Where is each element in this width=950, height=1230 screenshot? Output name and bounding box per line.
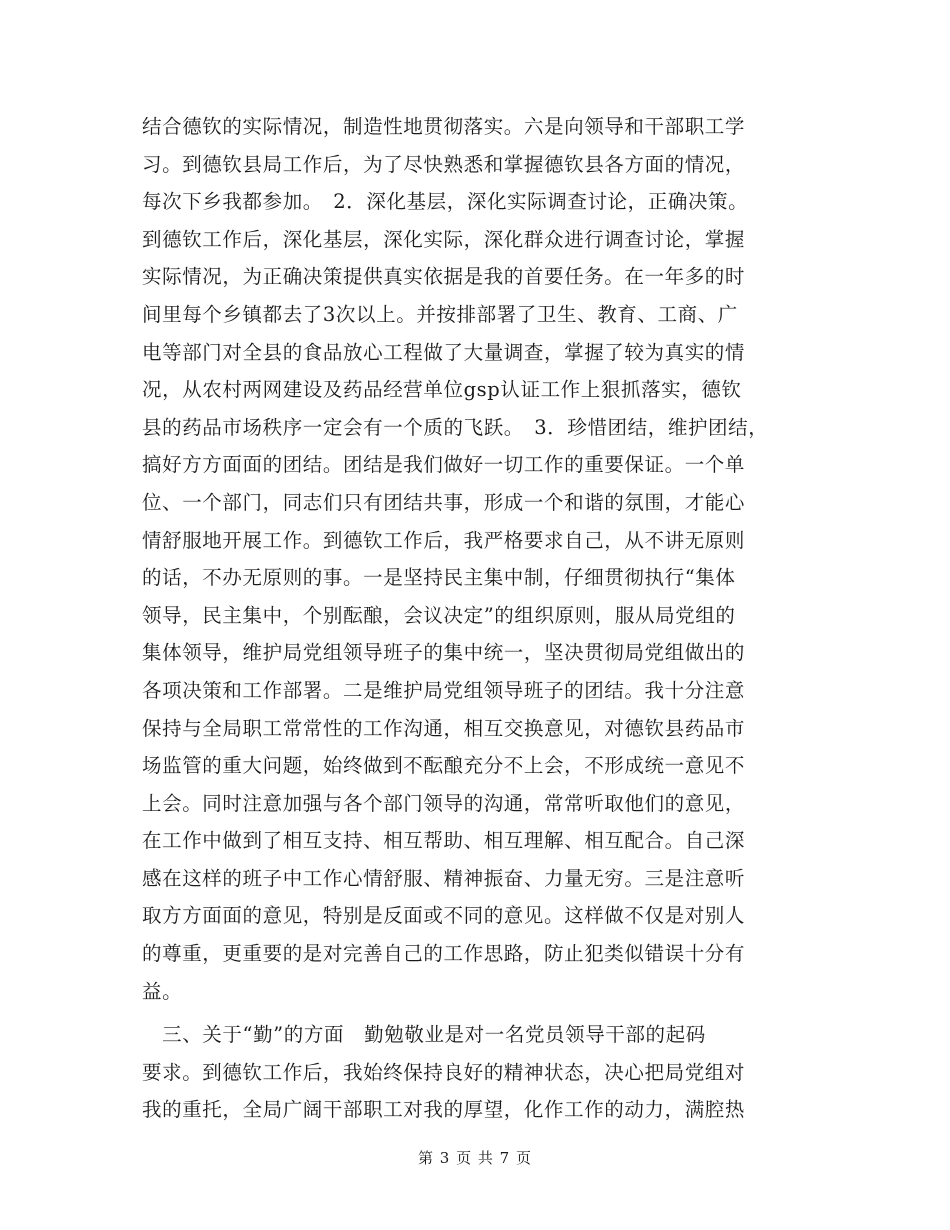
text-line: 县的药品市场秩序一定会有一个质的飞跃。 3．珍惜团结，维护团结， [142,415,769,439]
text-line: 取方方面面的意见，特别是反面或不同的意见。这样做不仅是对别人 [142,904,746,928]
text-line: 益。 [142,979,183,1003]
text-line: 要求。到德钦工作后，我始终保持良好的精神状态，决心把局党组对 [142,1060,746,1084]
text-line: 实际情况，为正确决策提供真实依据是我的首要任务。在一年多的时 [142,265,746,289]
text-line: 电等部门对全县的食品放心工程做了大量调查，掌握了较为真实的情 [142,340,746,364]
text-line: 领导，民主集中，个别酝酿，会议决定”的组织原则，服从局党组的 [142,603,736,627]
text-line: 搞好方方面面的团结。团结是我们做好一切工作的重要保证。一个单 [142,453,746,477]
text-line: 的话，不办无原则的事。一是坚持民主集中制，仔细贯彻执行“集体 [142,566,736,590]
text-line: 场监管的重大问题，始终做到不酝酿充分不上会，不形成统一意见不 [142,754,746,778]
text-line: 习。到德钦县局工作后，为了尽快熟悉和掌握德钦县各方面的情况， [142,152,746,176]
text-line: 感在这样的班子中工作心情舒服、精神振奋、力量无穷。三是注意听 [142,866,746,890]
text-line: 各项决策和工作部署。二是维护局党组领导班子的团结。我十分注意 [142,678,746,702]
text-line: 间里每个乡镇都去了3次以上。并按排部署了卫生、教育、工商、广 [142,302,738,326]
text-line: 结合德钦的实际情况，制造性地贯彻落实。六是向领导和干部职工学 [142,115,746,138]
text-line: 的尊重，更重要的是对完善自己的工作思路，防止犯类似错误十分有 [142,942,746,966]
text-line: 到德钦工作后，深化基层，深化实际，深化群众进行调查讨论，掌握 [142,227,746,251]
text-line: 况，从农村两网建设及药品经营单位gsp认证工作上狠抓落实，德钦 [142,378,742,402]
body-text [142,108,832,1129]
text-line: 我的重托，全局广阔干部职工对我的厚望，化作工作的动力，满腔热 [142,1098,746,1122]
text-line: 位、一个部门，同志们只有团结共事，形成一个和谐的氛围，才能心 [142,490,746,514]
page-number-footer: 第 3 页 共 7 页 [418,1149,532,1167]
text-line: 在工作中做到了相互支持、相互帮助、相互理解、相互配合。自己深 [142,829,746,853]
text-line: 集体领导，维护局党组领导班子的集中统一，坚决贯彻局党组做出的 [142,641,746,665]
text-line: 情舒服地开展工作。到德钦工作后，我严格要求自己，从不讲无原则 [142,528,746,552]
text-line: 三、关于“勤”的方面 勤勉敬业是对一名党员领导干部的起码 [142,1023,706,1047]
text-line: 保持与全局职工常常性的工作沟通，相互交换意见，对德钦县药品市 [142,716,746,740]
text-line: 上会。同时注意加强与各个部门领导的沟通，常常听取他们的意见， [142,791,746,815]
text-line: 每次下乡我都参加。 2．深化基层，深化实际调查讨论，正确决策。 [142,190,749,214]
